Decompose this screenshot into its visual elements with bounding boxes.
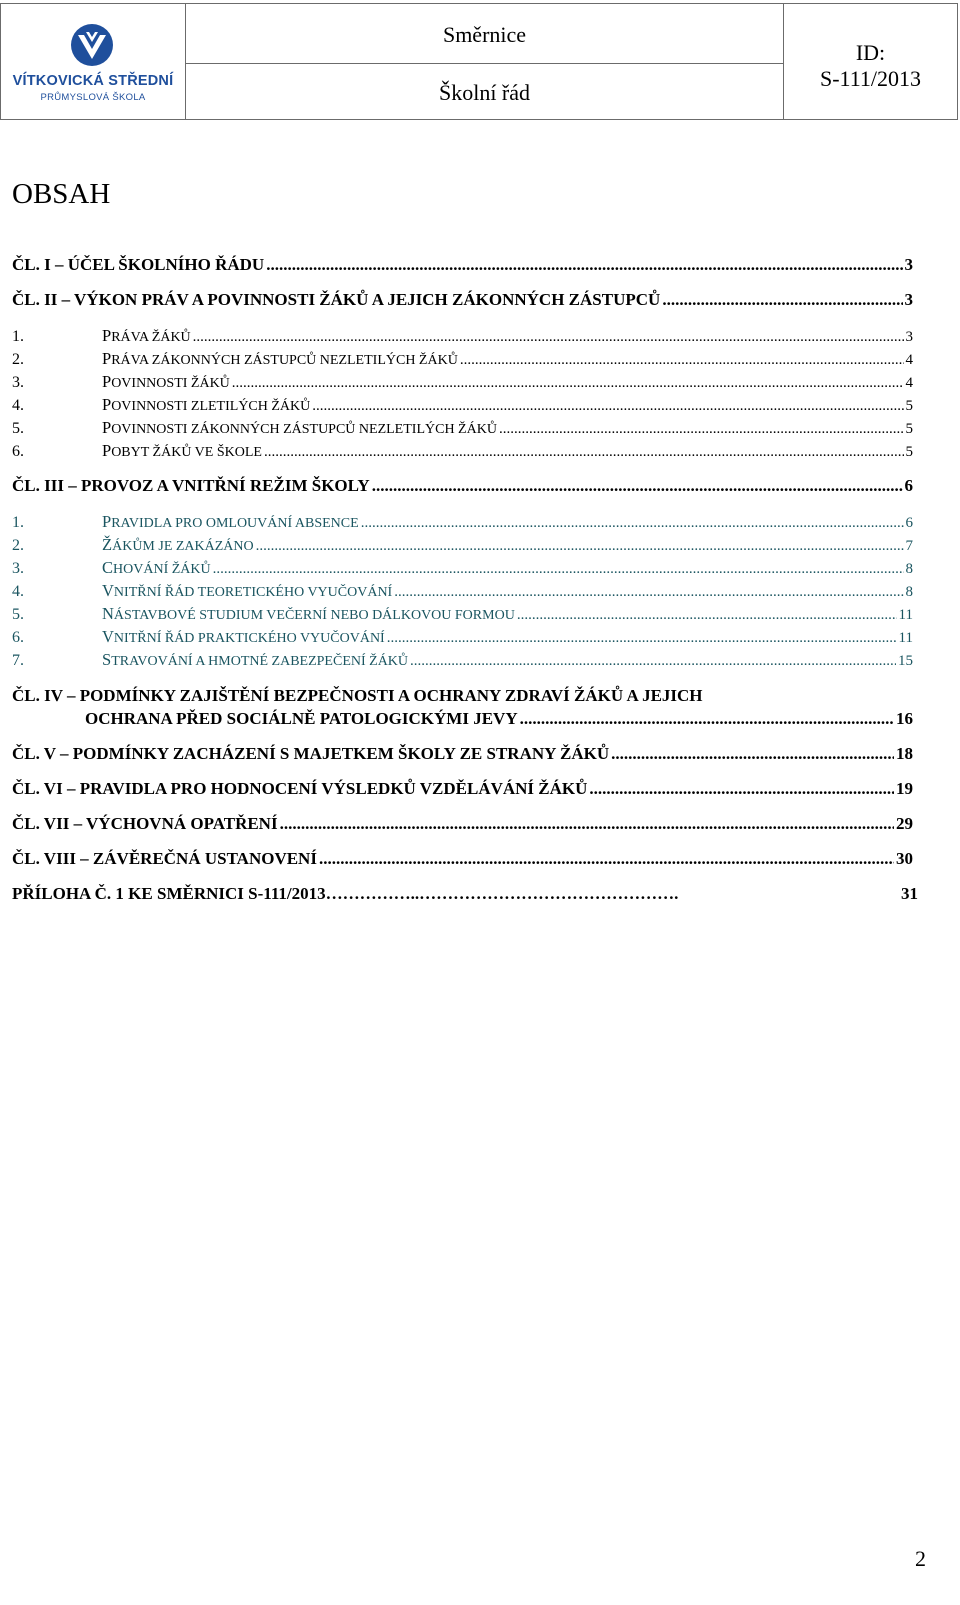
toc-page: 3	[905, 329, 913, 345]
toc-subentry-initial: P	[102, 326, 112, 345]
toc-leader	[517, 607, 897, 624]
toc-subentry-initial: C	[102, 558, 114, 577]
toc-leader	[662, 290, 902, 310]
toc-entry-text: ČL. VI – PRAVIDLA PRO HODNOCENÍ VÝSLEDKŮ VZDĚLÁVÁNÍ ŽÁKŮ	[12, 779, 588, 798]
toc-subentry[interactable]	[12, 395, 913, 415]
header-title-cell	[186, 4, 784, 119]
id-value: S-111/2013	[819, 66, 922, 91]
id-label: ID:	[855, 40, 886, 65]
toc-subentry-text: OVINNOSTI ZÁKONNÝCH ZÁSTUPCŮ NEZLETILÝCH ŽÁKŮ	[111, 422, 497, 437]
toc-subentry-number: 1.	[12, 328, 24, 345]
toc-subentry-text: OVINNOSTI ŽÁKŮ	[111, 376, 230, 391]
header-id-cell	[784, 4, 957, 119]
school-logo-icon	[69, 22, 115, 68]
toc-subentry-initial: P	[102, 395, 112, 414]
toc-subentry-number: 5.	[12, 606, 24, 623]
toc-entry[interactable]	[12, 814, 913, 834]
toc-entry-text: ČL. I – ÚČEL ŠKOLNÍHO ŘÁDU	[12, 255, 265, 274]
toc-subentry[interactable]	[12, 650, 913, 670]
toc-page: 5	[905, 421, 913, 437]
toc-page: 7	[905, 538, 913, 554]
toc-subentry-text: NITŘNÍ ŘÁD PRAKTICKÉHO VYUČOVÁNÍ	[113, 631, 385, 646]
toc-leader	[372, 476, 903, 496]
logo-school-subtitle: PRŮMYSLOVÁ ŠKOLA	[40, 92, 146, 103]
toc-entry-text: ČL. IV – PODMÍNKY ZAJIŠTĚNÍ BEZPEČNOSTI A OCHRANY ZDRAVÍ ŽÁKŮ A JEJICH	[12, 686, 703, 705]
toc-entry-text: ČL. V – PODMÍNKY ZACHÁZENÍ S MAJETKEM ŠKOLY ZE STRANY ŽÁKŮ	[12, 744, 610, 763]
toc-entry[interactable]	[12, 255, 913, 275]
toc-subentry-number: 2.	[12, 537, 24, 554]
toc-entry-text: ČL. VII – VÝCHOVNÁ OPATŘENÍ	[12, 814, 278, 833]
toc-entry[interactable]	[12, 476, 913, 496]
toc-leader	[499, 421, 904, 438]
toc-leader	[460, 352, 904, 369]
toc-page: 4	[905, 375, 913, 391]
document-header	[0, 3, 958, 120]
toc-subentry-initial: V	[102, 581, 114, 600]
toc-leader	[361, 515, 904, 532]
toc-subentry[interactable]	[12, 627, 913, 647]
toc-entry-text: ČL. II – VÝKON PRÁV A POVINNOSTI ŽÁKŮ A JEJICH ZÁKONNÝCH ZÁSTUPCŮ	[12, 290, 661, 309]
toc-leader	[213, 561, 904, 578]
toc-subentry-number: 3.	[12, 560, 24, 577]
toc-subentry-initial: P	[102, 512, 112, 531]
toc-entry[interactable]	[12, 849, 913, 869]
toc-page: 19	[896, 779, 913, 798]
toc-subentry[interactable]	[12, 441, 913, 461]
toc-leader	[394, 584, 903, 601]
toc-subentry-initial: V	[102, 627, 114, 646]
toc-leader	[256, 538, 904, 555]
toc-leader	[312, 398, 903, 415]
toc-subentry-number: 7.	[12, 652, 24, 669]
toc-page: 3	[904, 290, 913, 309]
toc-subentry-text: ÁSTAVBOVÉ STUDIUM VEČERNÍ NEBO DÁLKOVOU FORMOU	[113, 608, 515, 623]
toc-leader	[193, 329, 904, 346]
toc-entry[interactable]	[12, 290, 913, 310]
toc-subentry[interactable]	[12, 418, 913, 438]
toc-subentry[interactable]	[12, 558, 913, 578]
toc-subentry[interactable]	[12, 604, 913, 624]
toc-leader	[611, 744, 894, 764]
toc-subentry-initial: P	[102, 372, 112, 391]
toc-leader	[264, 444, 904, 461]
page-title: OBSAH	[12, 178, 111, 210]
toc-subentry-initial: P	[102, 418, 112, 437]
toc-subentry-text: RÁVA ZÁKONNÝCH ZÁSTUPCŮ NEZLETILÝCH ŽÁKŮ	[111, 353, 458, 368]
toc-page: 11	[898, 630, 913, 646]
toc-subentry[interactable]	[12, 349, 913, 369]
toc-page: 4	[905, 352, 913, 368]
toc-subentry-text: TRAVOVÁNÍ A HMOTNÉ ZABEZPEČENÍ ŽÁKŮ	[111, 654, 409, 669]
toc-entry-text: ČL. III – PROVOZ A VNITŘNÍ REŽIM ŠKOLY	[12, 476, 370, 495]
toc-subentry-text: RÁVA ŽÁKŮ	[111, 330, 191, 345]
toc-entry-appendix[interactable]	[12, 884, 918, 904]
toc-subentry-text: OBYT ŽÁKŮ VE ŠKOLE	[111, 445, 262, 460]
toc-entry-line-1[interactable]	[12, 686, 913, 706]
toc-subentry-initial: N	[102, 604, 114, 623]
toc-subentry-initial: Ž	[102, 535, 113, 554]
toc-subentry[interactable]	[12, 512, 913, 532]
header-divider	[186, 63, 783, 64]
toc-subentry-initial: S	[102, 650, 112, 669]
toc-entry-text: ČL. VIII – ZÁVĚREČNÁ USTANOVENÍ	[12, 849, 317, 868]
toc-subentry-number: 4.	[12, 397, 24, 414]
toc-subentry-number: 2.	[12, 351, 24, 368]
toc-subentry-number: 6.	[12, 443, 24, 460]
toc-page: 5	[905, 444, 913, 460]
toc-subentry[interactable]	[12, 535, 913, 555]
toc-leader	[410, 653, 896, 670]
toc-entry[interactable]	[12, 779, 913, 799]
toc-page: 6	[904, 476, 913, 495]
toc-page: 8	[905, 584, 913, 600]
toc-appendix-leader: ……………..……………………………………….	[325, 884, 679, 903]
toc-entry-text: PŘÍLOHA Č. 1 KE SMĚRNICI S-111/2013	[12, 884, 326, 903]
toc-page: 15	[898, 653, 913, 669]
toc-page: 16	[896, 709, 913, 728]
toc-subentry-text: NITŘNÍ ŘÁD TEORETICKÉHO VYUČOVÁNÍ	[113, 585, 393, 600]
toc-entry-line-2[interactable]	[85, 709, 913, 729]
toc-page: 11	[898, 607, 913, 623]
toc-leader	[280, 814, 894, 834]
document-title: Školní řád	[438, 80, 531, 105]
toc-subentry-number: 5.	[12, 420, 24, 437]
toc-leader	[319, 849, 894, 869]
toc-subentry-text: HOVÁNÍ ŽÁKŮ	[113, 562, 211, 577]
toc-leader	[232, 375, 904, 392]
toc-subentry-text: OVINNOSTI ZLETILÝCH ŽÁKŮ	[111, 399, 311, 414]
logo-school-name: VÍTKOVICKÁ STŘEDNÍ	[12, 73, 174, 89]
toc-subentry[interactable]	[12, 372, 913, 392]
toc-subentry-number: 6.	[12, 629, 24, 646]
toc-page: 18	[896, 744, 913, 763]
toc-leader	[387, 630, 897, 647]
toc-page: 30	[896, 849, 913, 868]
page-number: 2	[915, 1546, 926, 1571]
toc-page: 29	[896, 814, 913, 833]
toc-subentry-number: 4.	[12, 583, 24, 600]
document-type: Směrnice	[442, 22, 527, 47]
toc-subentry-number: 1.	[12, 514, 24, 531]
toc-subentry[interactable]	[12, 326, 913, 346]
toc-subentry-initial: P	[102, 349, 112, 368]
toc-entry-text-continued: OCHRANA PŘED SOCIÁLNĚ PATOLOGICKÝMI JEVY	[85, 709, 518, 728]
toc-page: 6	[905, 515, 913, 531]
toc-page: 31	[901, 884, 918, 903]
toc-entry[interactable]	[12, 744, 913, 764]
toc-page: 8	[905, 561, 913, 577]
toc-page: 5	[905, 398, 913, 414]
toc-subentry-initial: P	[102, 441, 112, 460]
toc-subentry-text: ÁKŮM JE ZAKÁZÁNO	[112, 539, 254, 554]
toc-subentry-text: RAVIDLA PRO OMLOUVÁNÍ ABSENCE	[111, 516, 359, 531]
toc-leader	[520, 709, 894, 729]
toc-leader	[589, 779, 894, 799]
toc-leader	[266, 255, 902, 275]
toc-subentry-number: 3.	[12, 374, 24, 391]
toc-page: 3	[904, 255, 913, 274]
toc-subentry[interactable]	[12, 581, 913, 601]
logo-cell	[1, 4, 186, 119]
